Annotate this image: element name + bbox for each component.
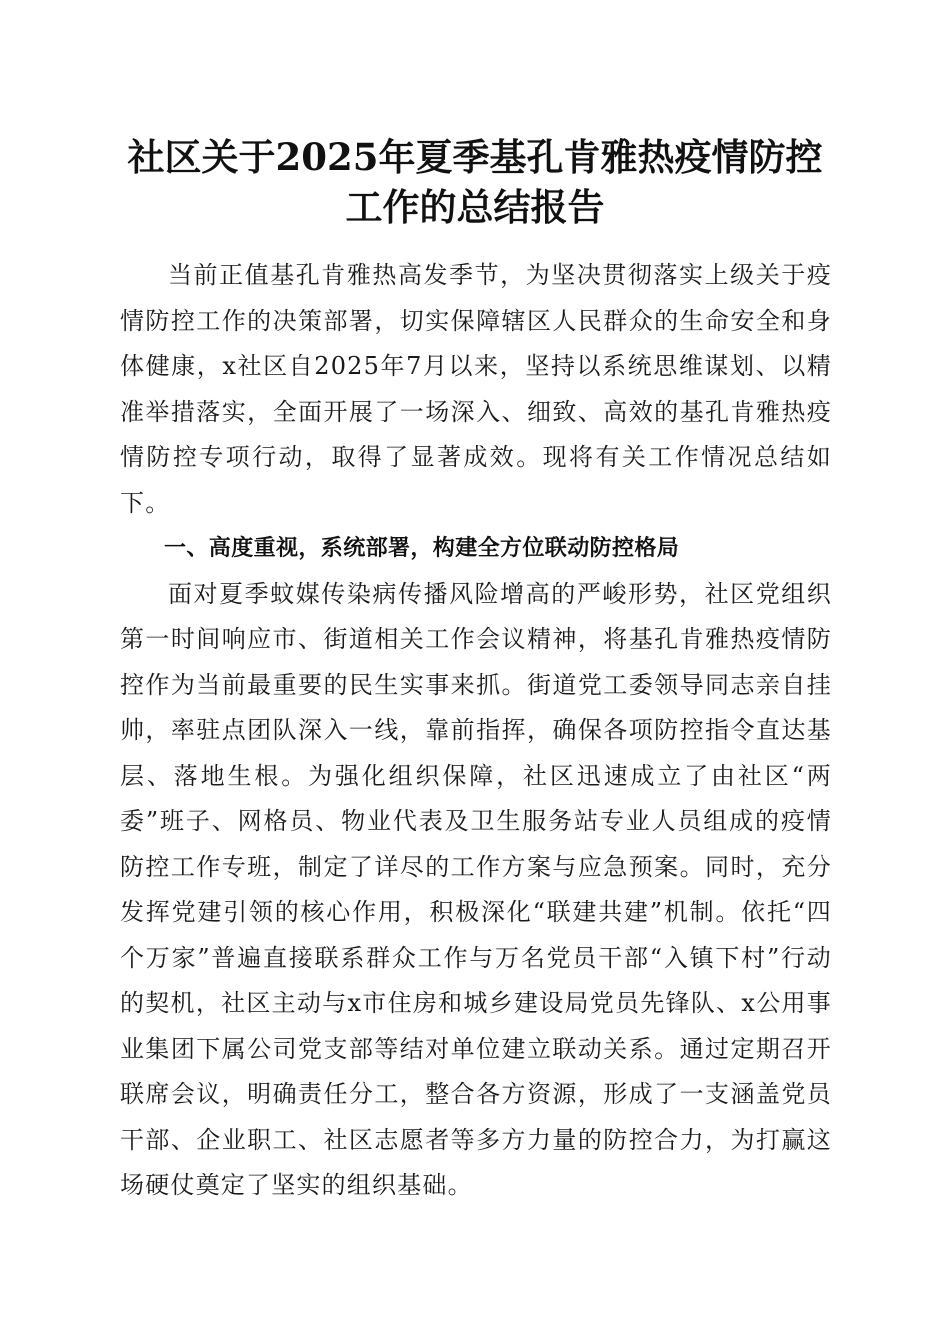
document-body: [120, 253, 832, 1209]
section-1-heading: 一、高度重视，系统部署，构建全方位联动防控格局: [164, 536, 680, 561]
document-title: 社区关于2025年夏季基孔肯雅热疫情防控工作的总结报告: [127, 135, 823, 229]
section-1-paragraph: 面对夏季蚊媒传染病传播风险增高的严峻形势，社区党组织第一时间响应市、街道相关工作会议精神，将基孔肯雅热疫情防控作为当前最重要的民生实事来抓。街道党工委领导同志亲自挂帅，率驻点团队深入一线，靠前指挥，确保各项防控指令直达基层、落地生根。为强化组织保障，社区迅速成立了由社区“两委”班子、网格员、物业代表及卫生服务站专业人员组成的疫情防控工作专班，制定了详尽的工作方案与应急预案。同时，充分发挥党建引领的核心作用，积极深化“联建共建”机制。依托“四个万家”普遍直接联系群众工作与万名党员干部“入镇下村”行动的契机，社区主动与x市住房和城乡建设局党员先锋队、x公用事业集团下属公司党支部等结对单位建立联动关系。通过定期召开联席会议，明确责任分工，整合各方资源，形成了一支涵盖党员干部、企业职工、社区志愿者等多方力量的防控合力，为打赢这场硬仗奠定了坚实的组织基础。: [120, 579, 832, 1199]
intro-paragraph: 当前正值基孔肯雅热高发季节，为坚决贯彻落实上级关于疫情防控工作的决策部署，切实保障辖区人民群众的生命安全和身体健康，x社区自2025年7月以来，坚持以系统思维谋划、以精准举措落实，全面开展了一场深入、细致、高效的基孔肯雅热疫情防控专项行动，取得了显著成效。现将有关工作情况总结如下。: [120, 261, 832, 517]
